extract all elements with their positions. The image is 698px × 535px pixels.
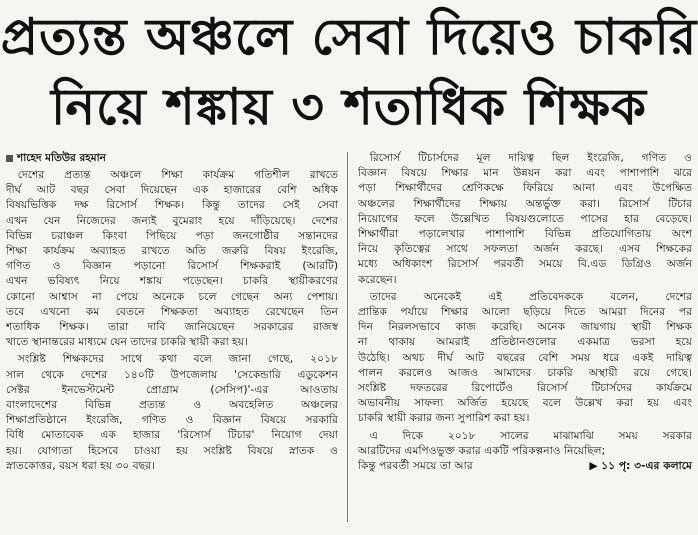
text-line: এখন ভবিষ্যৎ নিয়ে শঙ্কায় পড়েছেন। চাকরি স্থায়ীকরণের — [6, 274, 338, 288]
text-line: চাকরি স্থায়ী করার জন্য সুপারিশ করা হয়। — [358, 411, 530, 425]
text-line: না থাকায় আমরাই প্রতিষ্ঠানগুলোর একমাত্র ভরসা হয়ে — [358, 335, 692, 349]
text-line: বাংলাদেশের বিভিন্ন প্রত্যন্ত ও অবহেলিত অঞ্চলের — [6, 398, 338, 412]
byline-marker-icon — [6, 155, 13, 162]
text-line: সংশ্লিষ্ট দফতরের রিপোর্টেও রিসোর্স টিচার্সদের কার্যক্রমে — [358, 381, 692, 395]
continuation-line — [358, 458, 692, 473]
text-line: তাদের অনেকেই এই প্রতিবেদককে বলেন, দেশের — [369, 289, 692, 303]
byline-author: শাহেদ মতিউর রহমান — [17, 152, 106, 164]
headline-line-2: নিয়ে শঙ্কায় ৩ শতাধিক শিক্ষক — [51, 78, 647, 136]
text-line: নিয়ে কৃতিত্বের সাথে সফলতা অর্জন করছে। এসব শিক্ষকের — [358, 242, 692, 256]
text-line: এখন যেন নিজেদের জন্যই বুমেরাং হয়ে দাঁড়িয়েছে। দেশের — [6, 213, 338, 227]
text-line: নিয়োগের ফলে উল্লেখিত বিষয়গুলোতে পাসের হার বেড়েছে। — [358, 211, 692, 225]
text-line: আরটিদের এমপিওভুক্ত করার একটি পরিকল্পনাও নিয়েছিল; — [358, 443, 606, 457]
text-line: শিক্ষা কার্যক্রম অব্যাহত রাখতে অতি জরুরি বিষয় ইংরেজি, — [6, 244, 338, 258]
text-line: বিষয়ভিত্তিক দক্ষ রিসোর্স শিক্ষক। কিন্তু তাদের সেই সেবা — [6, 198, 338, 212]
text-line: স্নাতকোত্তর, বয়স ধরা হয় ৩০ বছর। — [6, 458, 155, 472]
continuation-text: কিন্তু পরবর্তী সময়ে তা আর — [358, 459, 473, 473]
paragraph — [358, 428, 692, 458]
text-line: অভাবনীয় সাফল্য অর্জিত হয়েছে বলে উল্লেখ করা হয় এবং — [358, 396, 692, 410]
text-line: দেশের প্রত্যন্ত অঞ্চলে শিক্ষা কার্যক্রম গতিশীল রাখতে — [17, 168, 338, 181]
text-line: বিধি মোতাবেক এক হাজার 'রিসোর্স টিচার' নিয়োগ দেয়া — [6, 428, 338, 442]
triangle-icon: ▶ — [589, 459, 602, 473]
text-line: সাল থেকে দেশের ১৪০টি উপজেলায় 'সেকেন্ডারি এডুকেশন — [6, 367, 338, 381]
paragraph — [6, 167, 338, 349]
left-column — [6, 150, 338, 473]
text-line: এ দিকে ২০১৮ সালের মাঝামাঝি সময় সরকার — [369, 428, 692, 442]
text-line: অঞ্চলের শিক্ষার্থীদের শিক্ষায় অন্তর্ভুক্ত করা। রিসোর্স টিচার — [358, 196, 692, 210]
headline-line-1: প্রত্যন্ত অঞ্চলে সেবা দিয়েও চাকরি — [0, 8, 698, 66]
text-line: গণিত ও বিজ্ঞান পড়ানো রিসোর্স শিক্ষকরাই (আরটি) — [6, 259, 338, 273]
paragraph — [358, 289, 692, 426]
continuation-ref-label: ১১ পৃ: ৩-এর কলামে — [601, 459, 692, 473]
paragraph — [358, 150, 692, 287]
right-column — [358, 150, 692, 473]
text-line: কোনো আশ্বাস না পেয়ে অনেকে চলে গেছেন অন্য পেশায়। — [6, 289, 338, 303]
text-line: শিক্ষাপ্রতিষ্ঠানে ইংরেজি, গণিত ও বিজ্ঞান বিষয়ে সরকারি — [6, 413, 338, 427]
text-line: বিভিন্ন চরাঞ্চল কিংবা পিছিয়ে পড়া জনগোষ্ঠীর সন্তানদের — [6, 228, 338, 242]
text-line: দীর্ঘ আট বছর সেবা দিয়েছেন এক হাজারের বেশি অধিক — [6, 183, 338, 197]
byline — [6, 150, 338, 167]
text-line: তবে এখনো কম বেতনে শিক্ষকতা অব্যাহত রেখেছেন তিন — [6, 304, 338, 318]
text-line: পালন করলেও আজও আমাদের চাকরি অস্থায়ী রয়ে গেছে। — [358, 365, 692, 379]
column-divider — [347, 152, 348, 522]
paragraph — [6, 351, 338, 473]
text-line: সংশ্লিষ্ট শিক্ষকদের সাথে কথা বলে জানা গেছে, ২০১৮ — [17, 352, 338, 366]
text-line: উঠেছি। অথচ দীর্ঘ আট বছরের বেশি সময় ধরে একই দায়িত্ব — [358, 350, 692, 364]
text-line: শিক্ষার্থীরা পড়ালেখার পাশাপাশি বিভিন্ন প্রতিযোগিতায় অংশ — [358, 227, 692, 241]
text-line: সেক্টর ইনভেস্টমেন্ট প্রোগ্রাম (সেসিপ)'-এর আওতায় — [6, 382, 338, 396]
text-line: শতাধিক শিক্ষক। তারা দাবি জানিয়েছেন সরকারের রাজস্ব — [6, 320, 338, 334]
text-line: দিন নিরলসভাবে কাজ করেছি। অনেক জায়গায় স্থায়ী শিক্ষক — [358, 320, 692, 334]
text-line: মধ্যে অধিকাংশ রিসোর্স পরবর্তী সময়ে বি.এড ডিগ্রিও অর্জন — [358, 257, 692, 271]
text-line: পড়া শিক্ষার্থীদের শ্রেণিকক্ষে ফিরিয়ে আনা এবং উপেক্ষিত — [358, 181, 692, 195]
continuation-reference[interactable] — [589, 458, 692, 473]
text-line: প্রান্তিক পর্যায়ে শিক্ষার আলো ছড়িয়ে দিতে আমরা দিনের পর — [358, 305, 692, 319]
text-line: বিজ্ঞান বিষয়ে শিক্ষার মান উন্নয়ন করা এবং পাশাপাশি ঝরে — [358, 166, 692, 180]
text-line: করেছেন। — [358, 272, 397, 286]
text-line: রিসোর্স টিচার্সদের মূল দায়িত্ব ছিল ইংরেজি, গণিত ও — [369, 151, 692, 164]
text-line: খাতে স্থানান্তরের মাধ্যমে যেন তাদের চাকরি স্থায়ী করা হয়। — [6, 335, 248, 349]
text-line: হয়। যোগ্যতা হিসেবে চাওয়া হয় সংশ্লিষ্ট বিষয়ে স্নাতক ও — [6, 443, 338, 457]
